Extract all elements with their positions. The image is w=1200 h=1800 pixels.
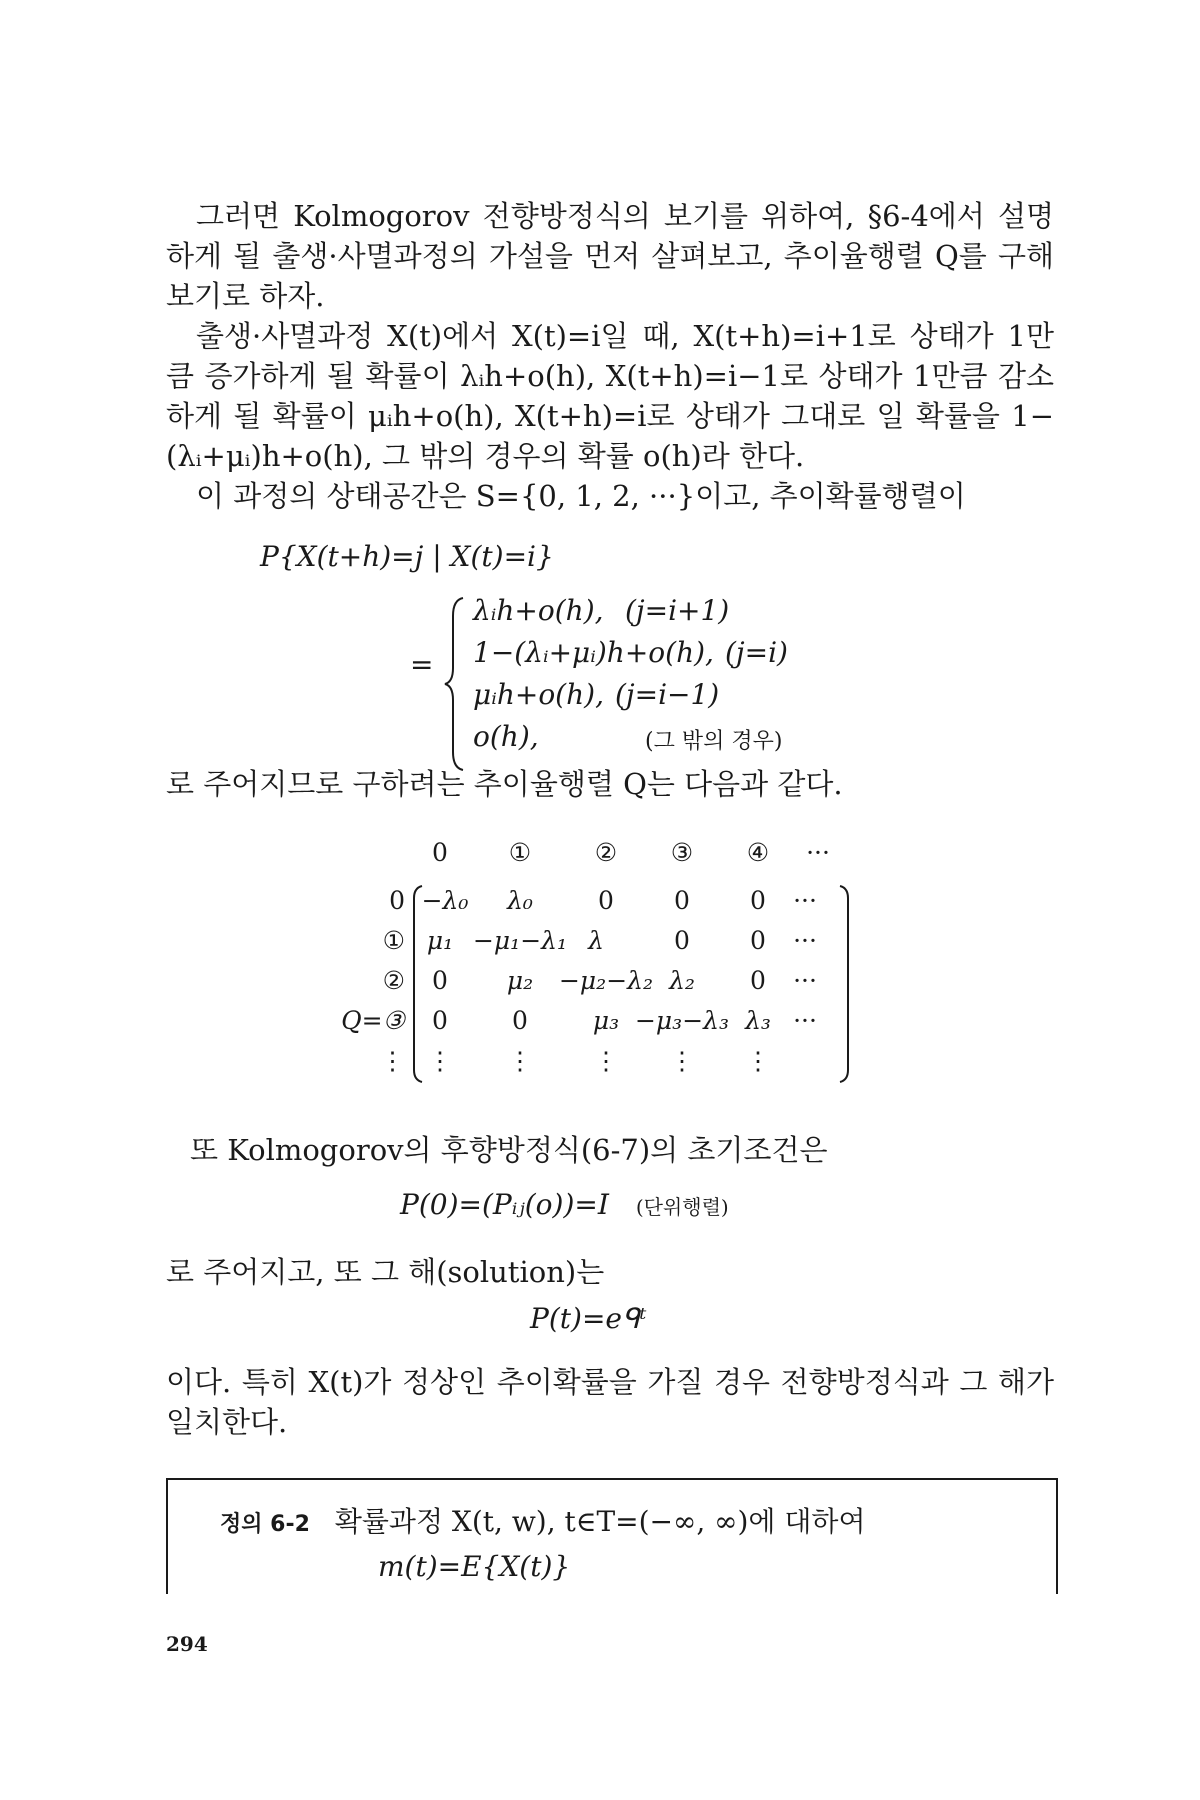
matrix-column-header: ③ <box>670 838 694 867</box>
matrix-column-header: ① <box>508 838 532 867</box>
left-brace <box>443 596 467 772</box>
matrix-cell: −μ₂−λ₂ <box>558 966 654 995</box>
matrix-cell: 0 <box>432 1006 448 1035</box>
case-condition: (j=i+1) <box>625 594 730 627</box>
definition-box <box>166 1478 1058 1594</box>
matrix-cell: 0 <box>598 886 614 915</box>
matrix-cell: ⋮ <box>507 1046 533 1075</box>
case-expression: μᵢh+o(h), <box>473 678 604 711</box>
matrix-cell: 0 <box>432 966 448 995</box>
equals-sign: = <box>410 648 434 681</box>
paragraph-2: 출생·사멸과정 X(t)에서 X(t)=i일 때, X(t+h)=i+1로 상태가 1만큼 증가하게 될 확률이 λᵢh+o(h), X(t+h)=i−1로 상태가 1만큼 감소하게 될 확률이 μᵢh+o(h), X(t+h)=i로 상태가 그대로 일 확률을 1−(λᵢ+μᵢ)h+o(h), 그 밖의 경우의 확률 o(h)라 한다. <box>166 319 1054 473</box>
matrix-row-label: ① <box>382 926 405 955</box>
matrix-row-label: 0 <box>389 886 405 915</box>
matrix-cell: 0 <box>674 886 690 915</box>
matrix-cell: ··· <box>793 886 817 915</box>
case-condition: (j=i−1) <box>615 678 720 711</box>
matrix-cell: ⋮ <box>427 1046 453 1075</box>
matrix-cell: −λ₀ <box>421 886 469 915</box>
transition-probability-lhs: P{X(t+h)=j | X(t)=i} <box>260 540 554 573</box>
matrix-cell: 0 <box>750 926 766 955</box>
matrix-cell: μ₂ <box>506 966 534 995</box>
transition-rate-matrix <box>300 838 860 1108</box>
paragraph-3: 이 과정의 상태공간은 S={0, 1, 2, ···}이고, 추이확률행렬이 <box>196 479 966 513</box>
matrix-column-header: ··· <box>806 838 830 867</box>
matrix-row-label: Q=③ <box>341 1006 405 1035</box>
matrix-cell: ··· <box>793 966 817 995</box>
matrix-cell: λ <box>588 926 604 955</box>
matrix-column-header: ④ <box>746 838 770 867</box>
matrix-cell: 0 <box>750 886 766 915</box>
initial-condition <box>400 1188 729 1221</box>
matrix-cell: ⋮ <box>745 1046 771 1075</box>
matrix-cell: ⋮ <box>593 1046 619 1075</box>
solution-intro-text: 로 주어지고, 또 그 해(solution)는 <box>166 1255 605 1289</box>
matrix-row-label: ⋮ <box>380 1046 405 1075</box>
matrix-row-label: ② <box>382 966 405 995</box>
case-expression: 1−(λᵢ+μᵢ)h+o(h), <box>473 636 714 669</box>
matrix-cell: ··· <box>793 926 817 955</box>
paragraph-1: 그러면 Kolmogorov 전향방정식의 보기를 위하여, §6-4에서 설명하게 될 출생·사멸과정의 가설을 먼저 살펴보고, 추이율행렬 Q를 구해 보기로 하자. <box>166 199 1054 313</box>
case-expression: o(h), <box>473 720 539 753</box>
matrix-cell: λ₀ <box>507 886 533 915</box>
matrix-cell: λ₃ <box>745 1006 771 1035</box>
matrix-right-bracket <box>838 884 852 1084</box>
conclusion-paragraph: 이다. 특히 X(t)가 정상인 추이확률을 가질 경우 전향방정식과 그 해가 일치한다. <box>166 1365 1054 1439</box>
backward-equation-text: 또 Kolmogorov의 후향방정식(6-7)의 초기조건은 <box>190 1133 828 1167</box>
page-number: 294 <box>166 1632 208 1656</box>
matrix-cell: μ₃ <box>592 1006 620 1035</box>
matrix-cell: μ₁ <box>426 926 454 955</box>
matrix-cell: 0 <box>750 966 766 995</box>
matrix-cell: λ₂ <box>669 966 695 995</box>
matrix-cell: 0 <box>512 1006 528 1035</box>
matrix-intro-line: 로 주어지므로 구하려는 추이율행렬 Q는 다음과 같다. <box>166 767 843 801</box>
definition-formula: m(t)=E{X(t)} <box>378 1550 571 1583</box>
case-condition: (그 밖의 경우) <box>645 729 783 754</box>
matrix-column-header: ② <box>594 838 618 867</box>
matrix-cell: 0 <box>674 926 690 955</box>
definition-label: 정의 6-2 <box>220 1512 310 1537</box>
case-condition: (j=i) <box>725 636 788 669</box>
definition-line-1 <box>220 1500 866 1540</box>
matrix-cell: −μ₁−λ₁ <box>472 926 568 955</box>
matrix-cell: −μ₃−λ₃ <box>634 1006 730 1035</box>
definition-statement: 확률과정 X(t, w), t∈T=(−∞, ∞)에 대하여 <box>334 1505 866 1538</box>
matrix-column-header: 0 <box>432 838 448 867</box>
intro-text <box>166 196 1054 516</box>
initial-condition-note: (단위행렬) <box>635 1195 729 1219</box>
solution-expression: P(t)=eᑫᵗ <box>530 1302 647 1335</box>
matrix-cell: ··· <box>793 1006 817 1035</box>
case-expression: λᵢh+o(h), <box>473 594 604 627</box>
initial-condition-expression: P(0)=(Pᵢⱼ(o))=I <box>400 1188 609 1221</box>
matrix-cell: ⋮ <box>669 1046 695 1075</box>
